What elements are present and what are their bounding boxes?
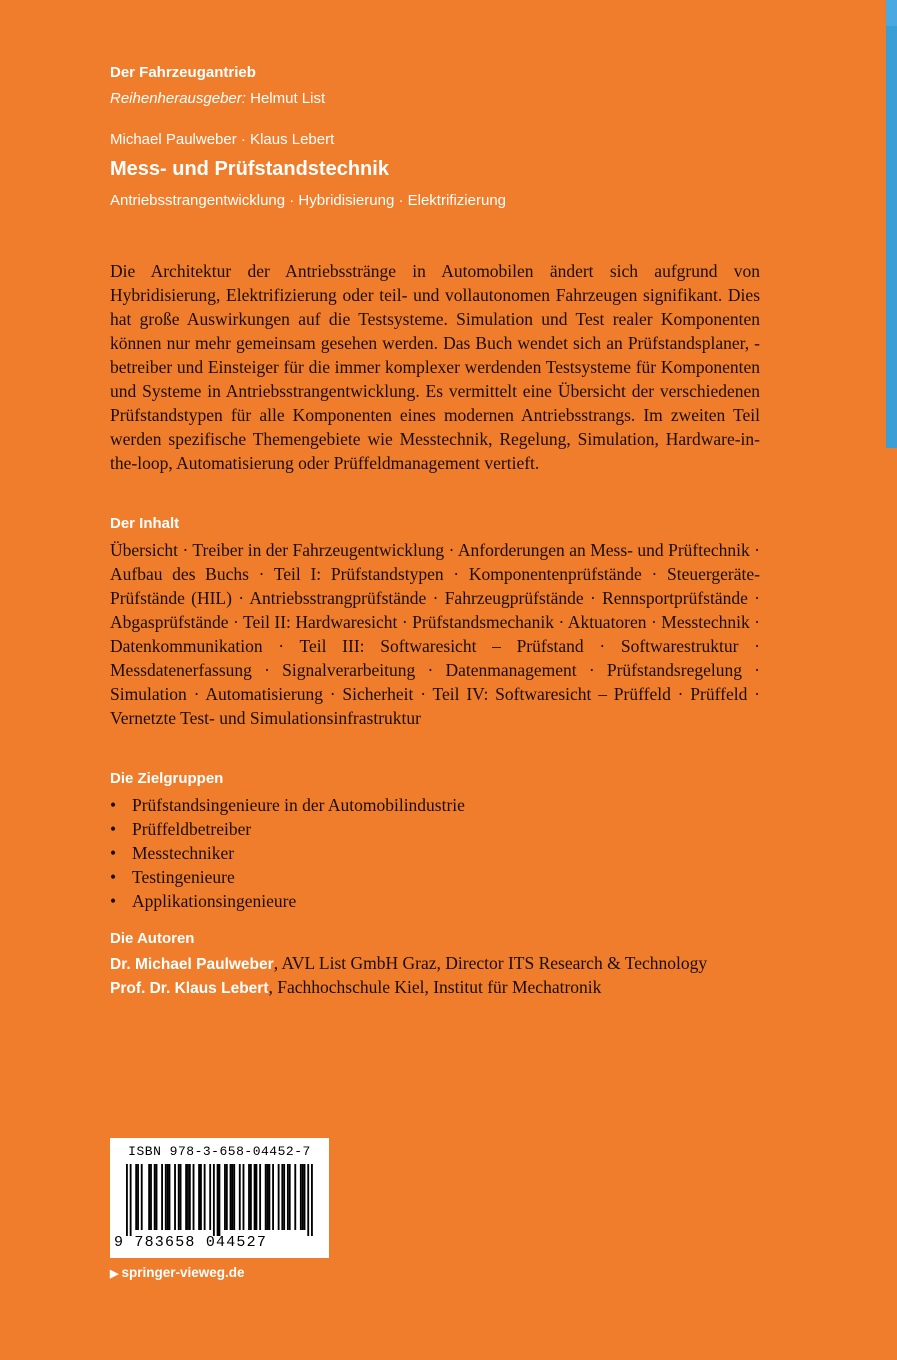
author-entry: [110, 977, 601, 998]
list-item: • Applikationsingenieure: [110, 889, 465, 913]
list-item: • Testingenieure: [110, 865, 465, 889]
contents-text: Übersicht · Treiber in der Fahrzeugentwicklung · Anforderungen an Mess- und Prüftechnik · Aufbau des Buchs · Teil I: Prüfstandstypen · Komponentenprüfstände · Steuergeräte-Prüfstände (HIL) · Antriebsstrangprüfstände · Fahrzeugprüfstände · Rennsportprüfstände · Abgasprüfstände · Teil II: Hardwaresicht · Prüfstandsmechanik · Aktuatoren · Messtechnik · Datenkommunikation · Teil III: Softwaresicht – Prüfstand · Softwarestruktur · Messdatenerfassung · Signalverarbeitung · Datenmanagement · Prüfstandsregelung · Simulation · Automatisierung · Sicherheit · Teil IV: Softwaresicht – Prüffeld · Prüffeld · Vernetzte Test- und Simulationsinfrastruktur: [110, 540, 760, 728]
target-groups-list: [110, 793, 465, 913]
list-item: • Prüffeldbetreiber: [110, 817, 465, 841]
author-name: Prof. Dr. Klaus Lebert: [110, 980, 269, 997]
isbn-label: ISBN 978-3-658-04452-7: [128, 1144, 311, 1159]
series-editor-name: Helmut List: [245, 90, 326, 107]
isbn-barcode: [110, 1138, 329, 1258]
series-editor: [110, 90, 325, 107]
arrow-right-icon: ▶: [110, 1268, 119, 1280]
website-url: springer-vieweg.de: [121, 1265, 245, 1280]
series-title: Der Fahrzeugantrieb: [110, 64, 256, 81]
list-item: • Messtechniker: [110, 841, 465, 865]
barcode-icon: [126, 1164, 316, 1236]
author-entry: [110, 953, 707, 974]
website-link[interactable]: [110, 1265, 245, 1280]
list-item: • Prüfstandsingenieure in der Automobilindustrie: [110, 793, 465, 817]
book-title: Mess- und Prüfstandstechnik: [110, 158, 389, 180]
book-authors: Michael Paulweber · Klaus Lebert: [110, 131, 335, 148]
book-description: Die Architektur der Antriebsstränge in Automobilen ändert sich aufgrund von Hybridisierung, Elektrifizierung oder teil- und vollautonomen Fahrzeugen signifikant. Dies hat große Auswirkungen auf die Testsysteme. Simulation und Test realer Komponenten können nur mehr gemeinsam gesehen werden. Das Buch wendet sich an Prüfstandsplaner, -betreiber und Einsteiger für die immer komplexer werdenden Testsysteme für Komponenten und Systeme in Antriebsstrangentwicklung. Es vermittelt eine Übersicht der verschiedenen Prüfstandstypen für alle Komponenten eines modernen Antriebsstrangs. Im zweiten Teil werden spezifische Themengebiete wie Messtechnik, Regelung, Simulation, Hardware-in-the-loop, Automatisierung oder Prüffeldmanagement vertieft.: [110, 261, 760, 473]
authors-heading: Die Autoren: [110, 930, 195, 947]
blue-side-stripe-top: [886, 0, 897, 26]
author-detail: , Fachhochschule Kiel, Institut für Mechatronik: [268, 977, 602, 997]
contents-heading: Der Inhalt: [110, 515, 180, 532]
book-subtitle: Antriebsstrangentwicklung · Hybridisierung · Elektrifizierung: [110, 192, 506, 209]
blue-side-stripe: [886, 0, 897, 448]
barcode-digits: 9 783658 044527: [114, 1234, 268, 1251]
target-groups-heading: Die Zielgruppen: [110, 770, 224, 787]
author-detail: , AVL List GmbH Graz, Director ITS Research & Technology: [273, 953, 708, 973]
series-editor-label: Reihenherausgeber:: [110, 90, 246, 107]
author-name: Dr. Michael Paulweber: [110, 956, 274, 973]
